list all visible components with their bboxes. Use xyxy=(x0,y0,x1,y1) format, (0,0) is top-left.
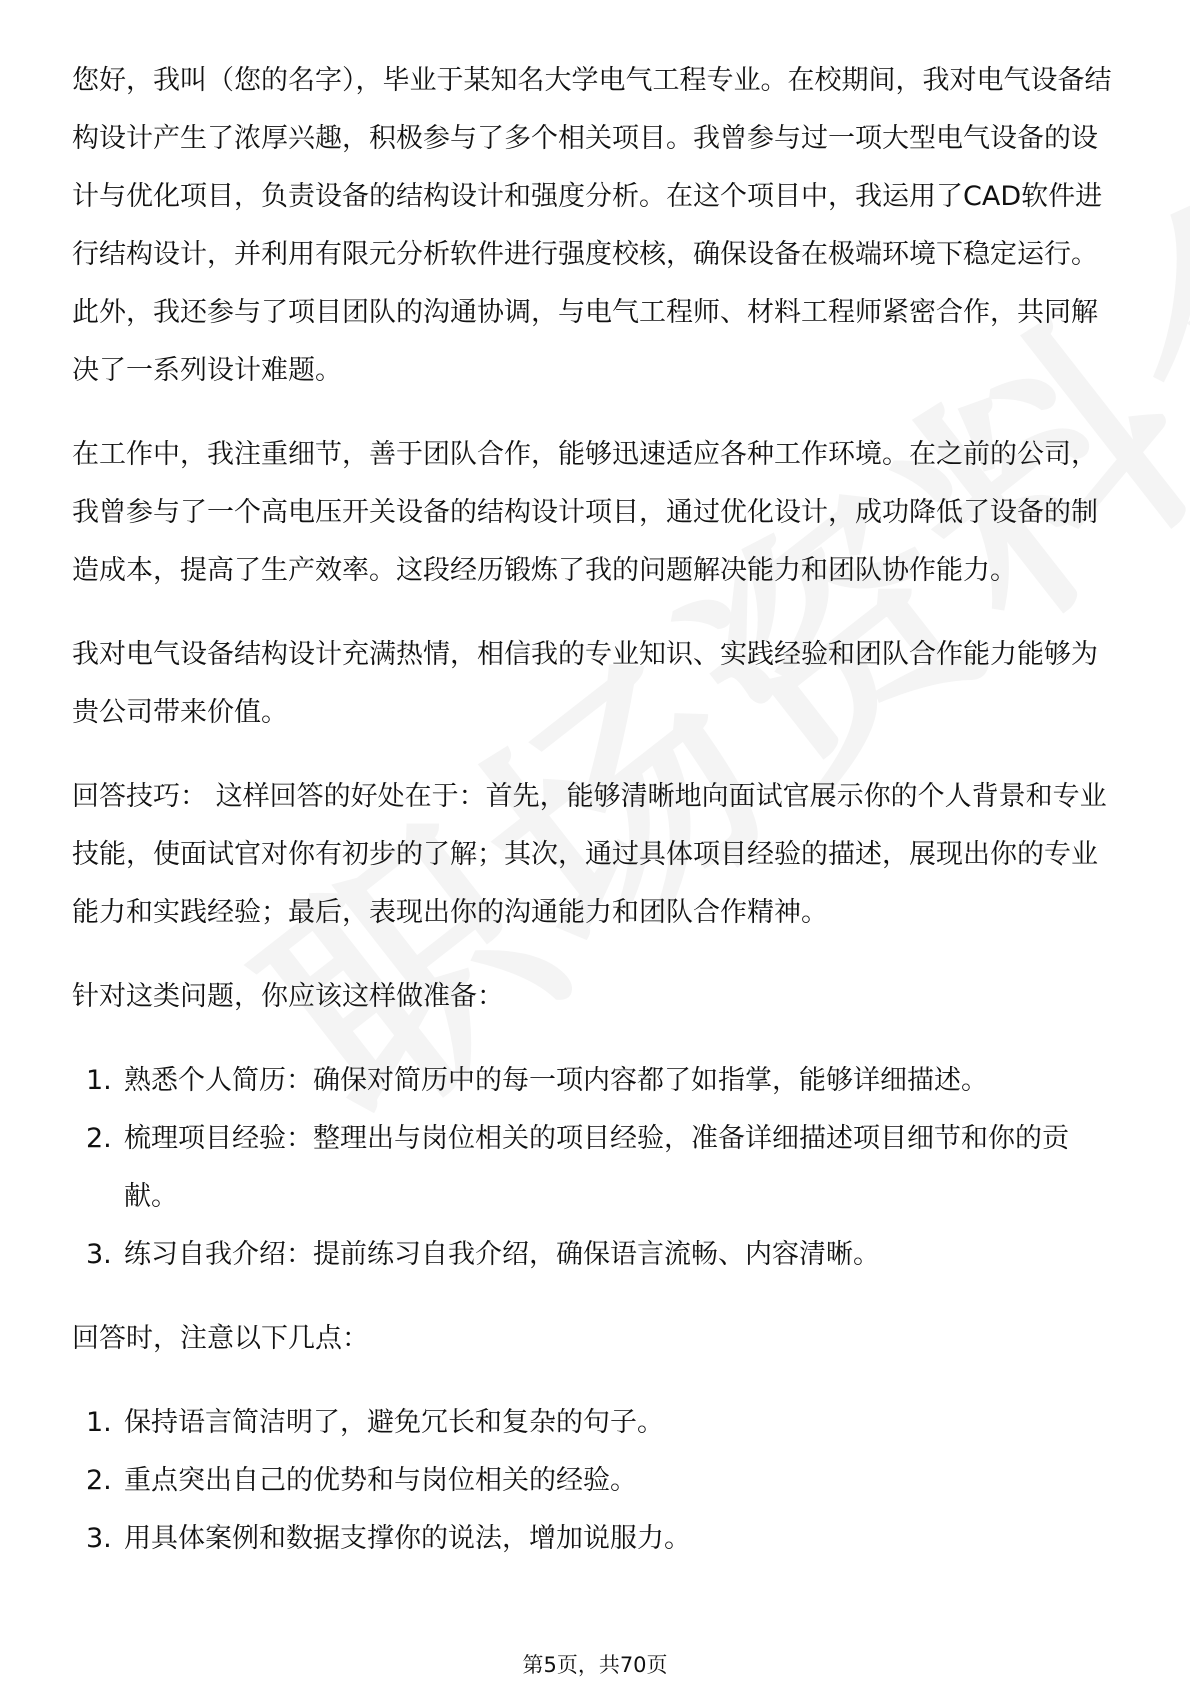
paragraph-answer-tips: 回答技巧： 这样回答的好处在于：首先，能够清晰地向面试官展示你的个人背景和专业技能，使面试官对你有初步的了解；其次，通过具体项目经验的描述，展现出你的专业能力和实践经验；最后，表现出你的沟通能力和团队合作精神。 xyxy=(72,781,1107,928)
list-item-text: 用具体案例和数据支撑你的说法，增加说服力。 xyxy=(124,1523,691,1554)
list-item-text: 练习自我介绍：提前练习自我介绍，确保语言流畅、内容清晰。 xyxy=(124,1239,880,1270)
list-item-number: 1. xyxy=(86,1407,112,1438)
list-item xyxy=(72,1452,1122,1510)
paragraph-passion: 我对电气设备结构设计充满热情，相信我的专业知识、实践经验和团队合作能力能够为贵公司带来价值。 xyxy=(72,639,1098,728)
notes-heading: 回答时，注意以下几点： xyxy=(72,1323,369,1354)
list-item-text: 熟悉个人简历：确保对简历中的每一项内容都了如指掌，能够详细描述。 xyxy=(124,1065,988,1096)
list-item xyxy=(72,1110,1122,1226)
list-item-number: 2. xyxy=(86,1465,112,1496)
list-item-text: 梳理项目经验：整理出与岗位相关的项目经验，准备详细描述项目细节和你的贡献。 xyxy=(124,1123,1069,1212)
list-item xyxy=(72,1052,1122,1110)
list-item xyxy=(72,1226,1122,1284)
list-item-number: 3. xyxy=(86,1239,112,1270)
list-item xyxy=(72,1510,1122,1568)
document-content xyxy=(72,52,1122,1594)
list-item-text: 保持语言简洁明了，避免冗长和复杂的句子。 xyxy=(124,1407,664,1438)
notes-list xyxy=(72,1394,1122,1568)
prep-list xyxy=(72,1052,1122,1284)
list-item-number: 1. xyxy=(86,1065,112,1096)
page-footer xyxy=(0,1650,1190,1680)
list-item-number: 3. xyxy=(86,1523,112,1554)
list-item-number: 2. xyxy=(86,1123,112,1154)
paragraph-intro: 您好，我叫（您的名字），毕业于某知名大学电气工程专业。在校期间，我对电气设备结构设计产生了浓厚兴趣，积极参与了多个相关项目。我曾参与过一项大型电气设备的设计与优化项目，负责设备的结构设计和强度分析。在这个项目中，我运用了CAD软件进行结构设计，并利用有限元分析软件进行强度校核，确保设备在极端环境下稳定运行。此外，我还参与了项目团队的沟通协调，与电气工程师、材料工程师紧密合作，共同解决了一系列设计难题。 xyxy=(72,65,1112,386)
list-item xyxy=(72,1394,1122,1452)
paragraph-work-experience: 在工作中，我注重细节，善于团队合作，能够迅速适应各种工作环境。在之前的公司，我曾参与了一个高电压开关设备的结构设计项目，通过优化设计，成功降低了设备的制造成本，提高了生产效率。这段经历锻炼了我的问题解决能力和团队协作能力。 xyxy=(72,439,1098,586)
list-item-text: 重点突出自己的优势和与岗位相关的经验。 xyxy=(124,1465,637,1496)
prep-heading: 针对这类问题，你应该这样做准备： xyxy=(72,981,504,1012)
page-indicator: 第5页，共70页 xyxy=(522,1653,668,1677)
